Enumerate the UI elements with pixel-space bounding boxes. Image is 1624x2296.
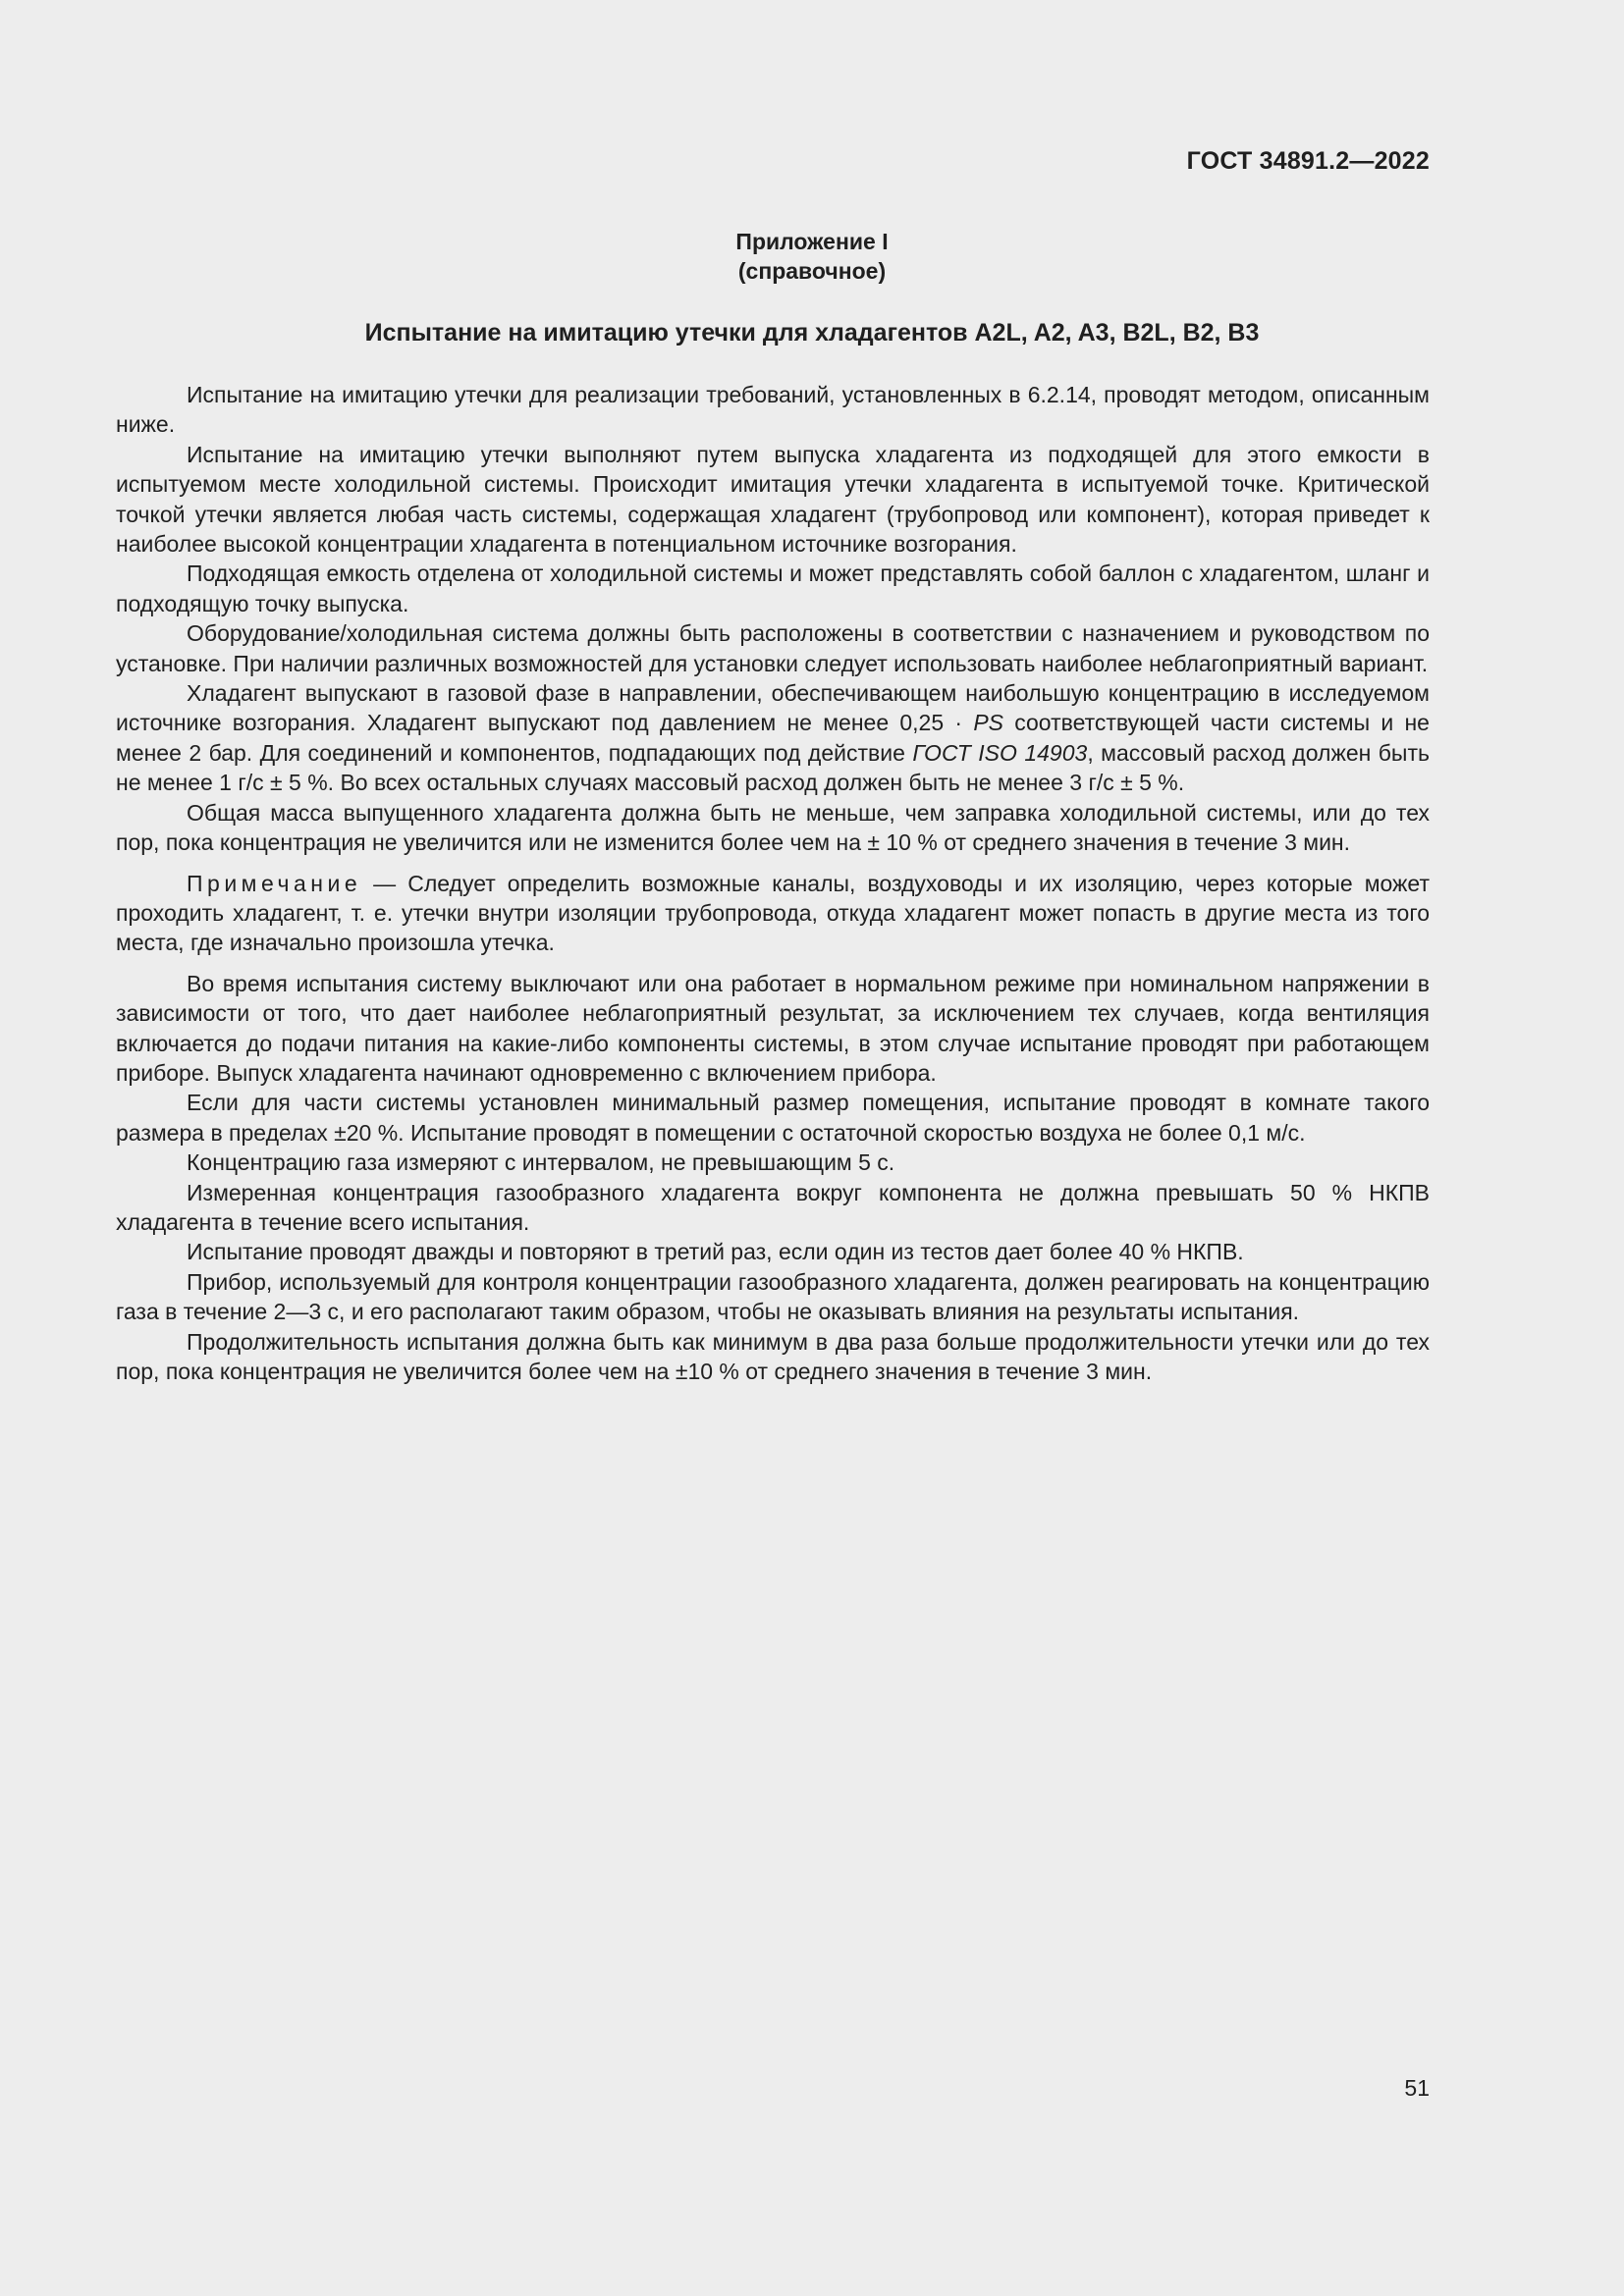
paragraph: Подходящая емкость отделена от холодильной системы и может представлять собой баллон с хладагентом, шланг и подходящую точку выпуска. xyxy=(116,561,1430,616)
paragraph: Концентрацию газа измеряют с интервалом, не превышающим 5 с. xyxy=(187,1149,895,1176)
paragraph: Оборудование/холодильная система должны быть расположены в соответствии с назначением и руководством по установке. При наличии различных возможностей для установки следует использовать наиболее неблагоприятный вариант. xyxy=(116,620,1430,676)
note-label: Примечание xyxy=(187,870,362,896)
paragraph: Испытание на имитацию утечки выполняют путем выпуска хладагента из подходящей для этого емкости в испытуемом месте холодильной системы. Происходит имитация утечки хладагента в испытуемой точке. Критической точкой утечки является любая часть системы, содержащая хладагент (трубопровод или компонент), которая приведет к наиболее высокой концентрации хладагента в потенциальном источнике возгорания. xyxy=(116,441,1430,558)
paragraph: Во время испытания систему выключают или она работает в нормальном режиме при номинальном напряжении в зависимости от того, что дает наиболее неблагоприятный результат, за исключением тех случаев, когда вентиляция включается до подачи питания на какие-либо компоненты системы, в этом случае испытание проводят при работающем приборе. Выпуск хладагента начинают одновременно с включением прибора. xyxy=(116,970,1430,1086)
standard-reference: ГОСТ ISO 14903 xyxy=(912,739,1088,766)
note-text: — Следует определить возможные каналы, воздуховоды и их изоляцию, через которые может проходить хладагент, т. е. утечки внутри изоляции трубопровода, откуда хладагент может попасть в другие места из того места, где изначально произошла утечка. xyxy=(116,870,1430,956)
paragraph: Общая масса выпущенного хладагента должна быть не меньше, чем заправка холодильной системы, или до тех пор, пока концентрация не увеличится или не изменится более чем на ± 10 % от среднего значения в течение 3 мин. xyxy=(116,799,1430,856)
paragraph xyxy=(116,678,1430,798)
paragraph: Продолжительность испытания должна быть как минимум в два раза больше продолжительности утечки или до тех пор, пока концентрация не увеличится более чем на ±10 % от среднего значения в течение 3 мин. xyxy=(116,1328,1430,1384)
paragraph: Испытание на имитацию утечки для реализации требований, установленных в 6.2.14, проводят методом, описанным ниже. xyxy=(116,382,1430,438)
page-number: 51 xyxy=(1404,2075,1430,2101)
annex-kind: (справочное) xyxy=(737,258,887,284)
ps-symbol: PS xyxy=(973,710,1003,736)
body-text xyxy=(116,380,1430,1386)
paragraph: Испытание проводят дважды и повторяют в третий раз, если один из тестов дает более 40 % НКПВ. xyxy=(187,1239,1244,1265)
paragraph-text: соответствующей части системы и не менее 2 бар. Для соединений и компонентов, подпадающих под действие xyxy=(116,710,1430,766)
paragraph: Прибор, используемый для контроля концентрации газообразного хладагента, должен реагировать на концентрацию газа в течение 2—3 с, и его располагают таким образом, чтобы не оказывать влияния на результаты испытания. xyxy=(116,1268,1430,1325)
annex-title: Испытание на имитацию утечки для хладагентов A2L, A2, A3, B2L, B2, B3 xyxy=(364,319,1260,347)
document-code: ГОСТ 34891.2—2022 xyxy=(1186,147,1430,175)
paragraph-text: Хладагент выпускают в газовой фазе в направлении, обеспечивающем наибольшую концентрацию в исследуемом источнике возгорания. Хладагент выпускают под давлением не менее 0,25 · xyxy=(116,680,1430,736)
paragraph: Если для части системы установлен минимальный размер помещения, испытание проводят в комнате такого размера в пределах ±20 %. Испытание проводят в помещении с остаточной скоростью воздуха не более 0,1 м/с. xyxy=(116,1090,1430,1146)
annex-heading xyxy=(0,227,1624,286)
paragraph: Измеренная концентрация газообразного хладагента вокруг компонента не должна превышать 50 % НКПВ хладагента в течение всего испытания. xyxy=(116,1179,1430,1235)
paragraph-text: , массовый расход должен быть не менее 1 г/с ± 5 %. Во всех остальных случаях массовый расход должен быть не менее 3 г/с ± 5 %. xyxy=(116,739,1430,796)
annex-label: Приложение I xyxy=(735,229,889,254)
note xyxy=(116,869,1430,958)
